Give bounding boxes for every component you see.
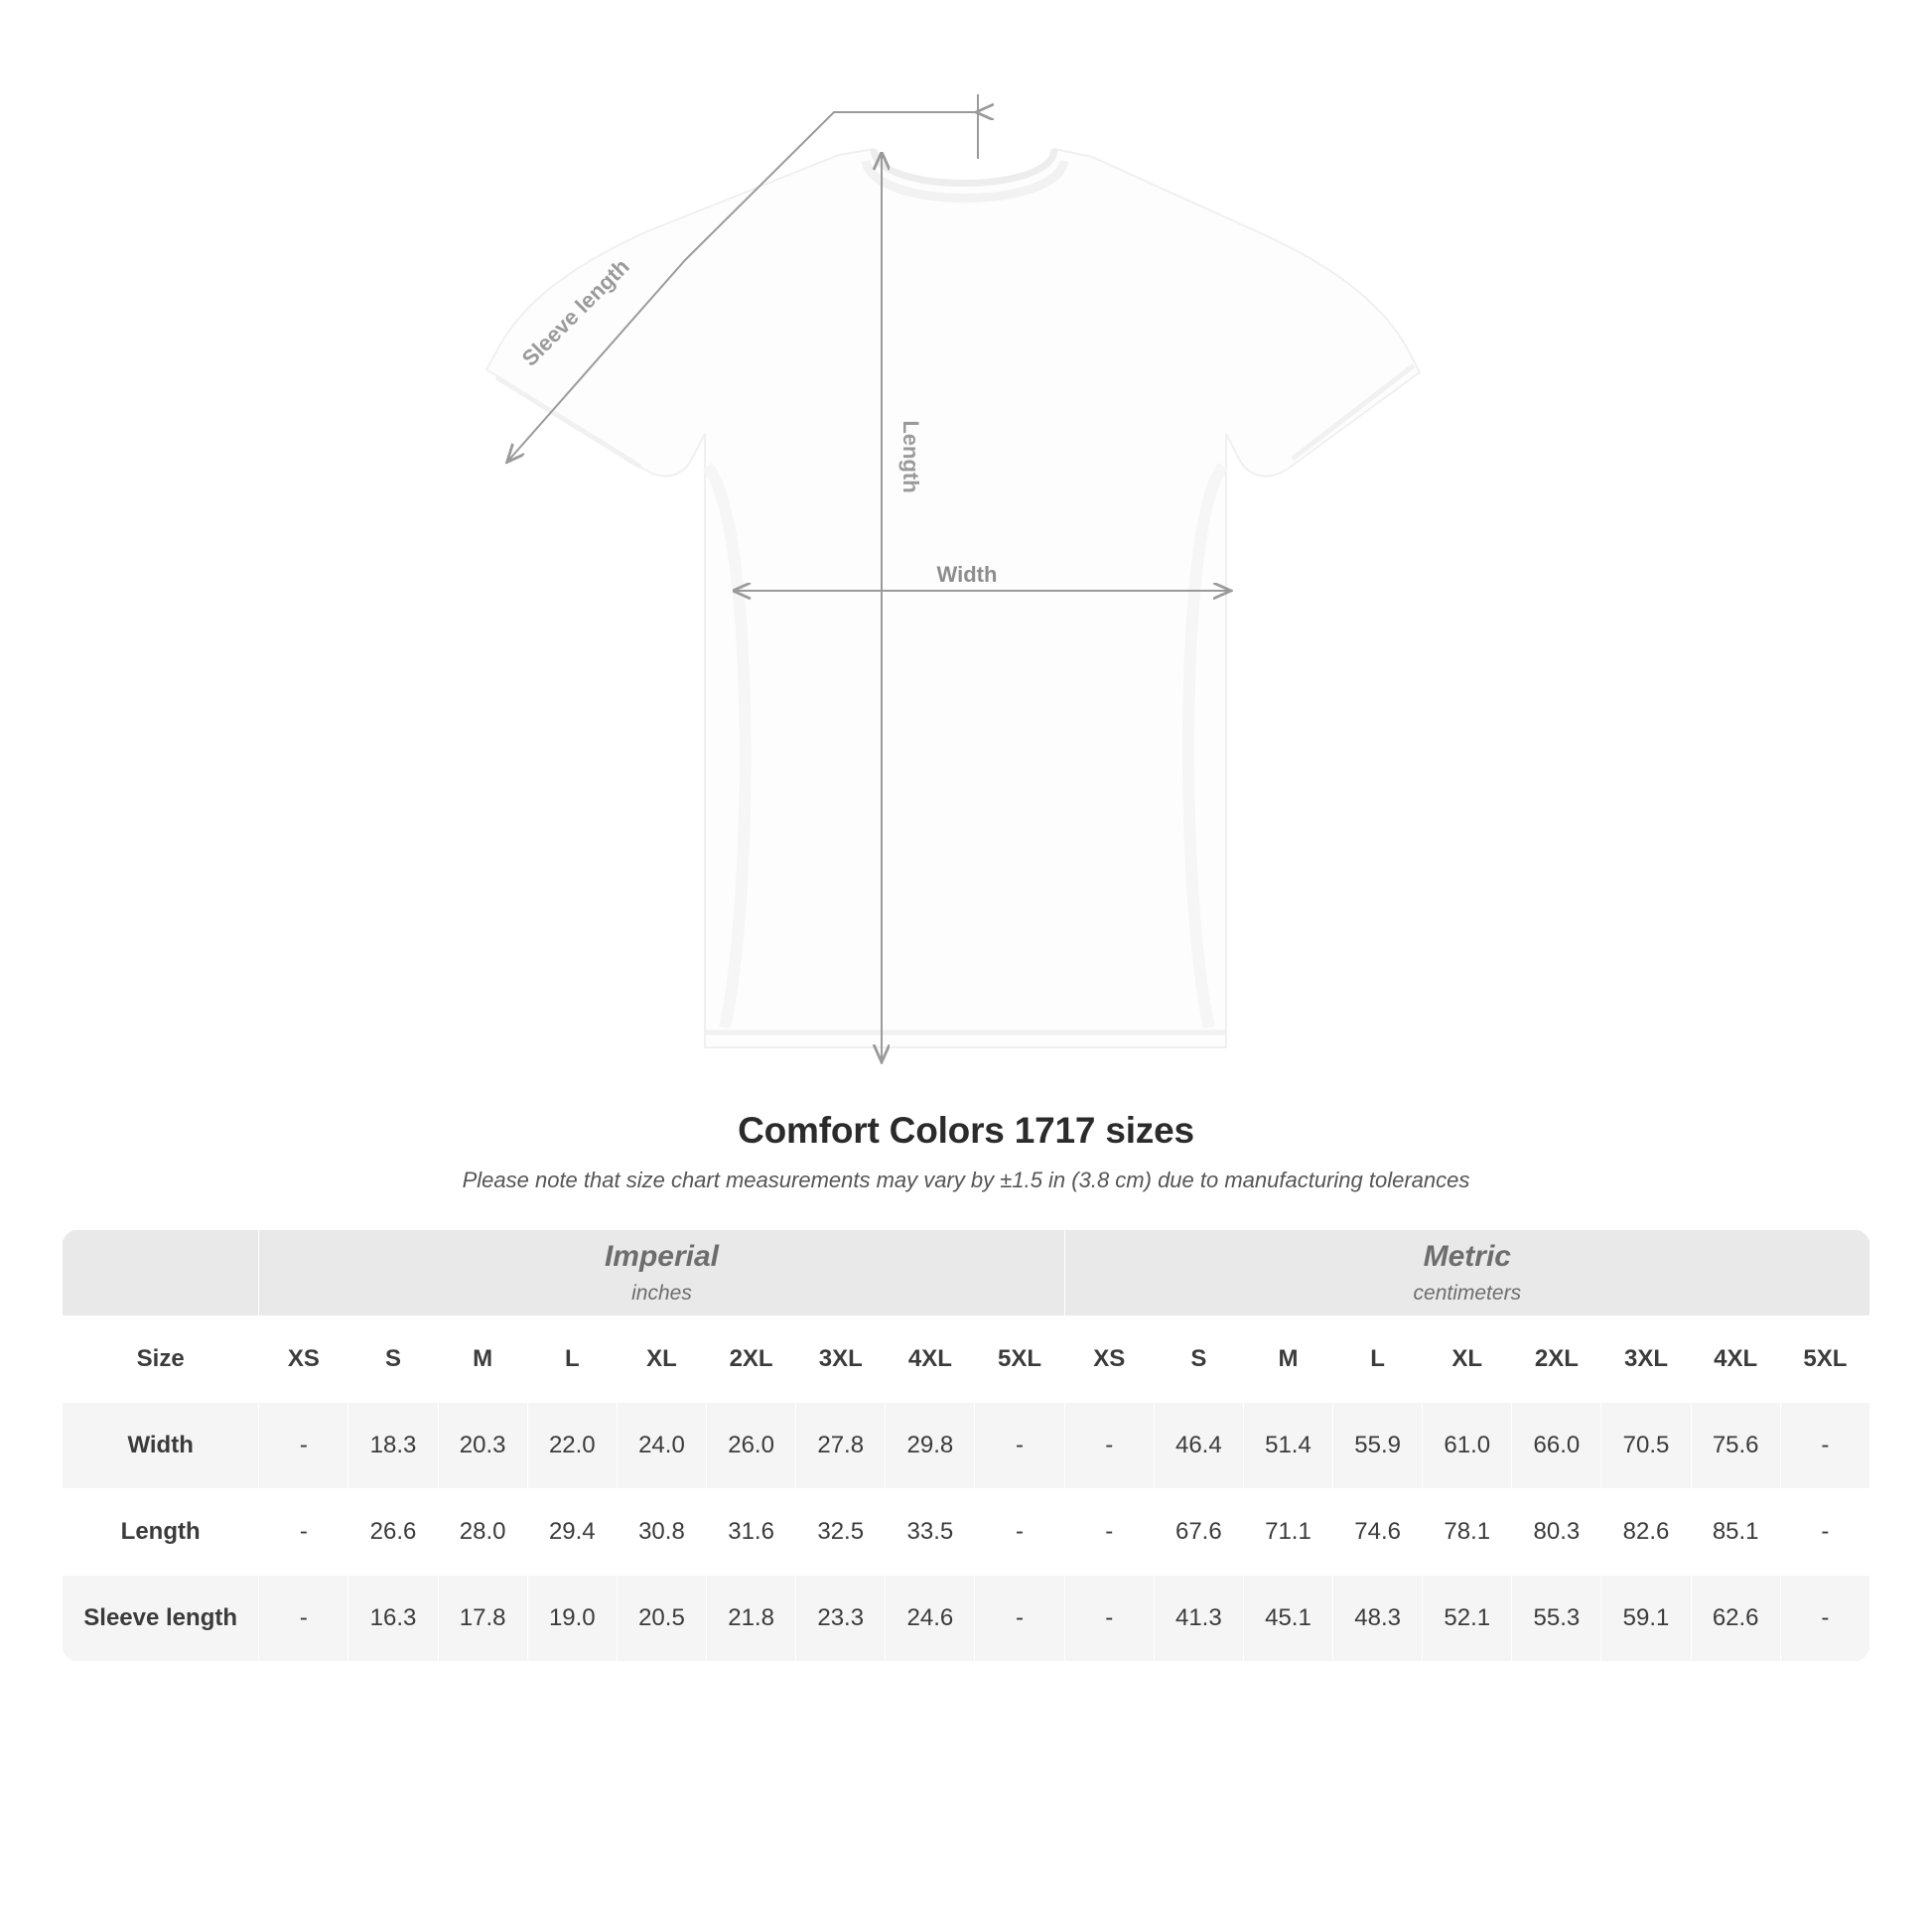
cell-width-imperial-xl: 24.0: [617, 1403, 706, 1489]
table-row: [63, 1489, 1870, 1576]
size-header-imperial-l: L: [527, 1316, 617, 1403]
cell-width-metric-xs: -: [1064, 1403, 1154, 1489]
cell-width-imperial-3xl: 27.8: [796, 1403, 886, 1489]
table-corner: [63, 1230, 259, 1316]
size-header-imperial-s: S: [348, 1316, 438, 1403]
width-label: Width: [936, 562, 998, 587]
size-header-metric-5xl: 5XL: [1780, 1316, 1869, 1403]
row-label-sleeve-length: Sleeve length: [63, 1576, 259, 1662]
unit-group-metric-sub: centimeters: [1413, 1282, 1522, 1305]
cell-sleeve-imperial-xl: 20.5: [617, 1576, 706, 1662]
row-label-width: Width: [63, 1403, 259, 1489]
cell-length-metric-s: 67.6: [1154, 1489, 1243, 1576]
unit-group-metric-name: Metric: [1423, 1240, 1511, 1273]
cell-length-imperial-l: 29.4: [527, 1489, 617, 1576]
cell-sleeve-metric-xl: 52.1: [1423, 1576, 1512, 1662]
size-table-wrapper: [62, 1229, 1870, 1662]
cell-length-imperial-5xl: -: [975, 1489, 1064, 1576]
cell-width-imperial-m: 20.3: [438, 1403, 527, 1489]
cell-sleeve-imperial-3xl: 23.3: [796, 1576, 886, 1662]
cell-width-metric-4xl: 75.6: [1691, 1403, 1780, 1489]
cell-length-metric-4xl: 85.1: [1691, 1489, 1780, 1576]
unit-group-metric: [1064, 1230, 1869, 1316]
cell-sleeve-imperial-m: 17.8: [438, 1576, 527, 1662]
cell-sleeve-imperial-5xl: -: [975, 1576, 1064, 1662]
size-table: [62, 1229, 1870, 1662]
cell-width-imperial-5xl: -: [975, 1403, 1064, 1489]
cell-width-metric-s: 46.4: [1154, 1403, 1243, 1489]
unit-header-row: [63, 1230, 1870, 1316]
cell-width-imperial-s: 18.3: [348, 1403, 438, 1489]
cell-sleeve-imperial-4xl: 24.6: [886, 1576, 975, 1662]
cell-sleeve-imperial-l: 19.0: [527, 1576, 617, 1662]
cell-sleeve-metric-xs: -: [1064, 1576, 1154, 1662]
title-block: [0, 1110, 1932, 1193]
length-label: Length: [898, 420, 923, 493]
table-row: [63, 1576, 1870, 1662]
size-header-metric-xs: XS: [1064, 1316, 1154, 1403]
cell-sleeve-imperial-2xl: 21.8: [707, 1576, 796, 1662]
cell-length-metric-3xl: 82.6: [1601, 1489, 1691, 1576]
cell-length-imperial-2xl: 31.6: [707, 1489, 796, 1576]
cell-sleeve-imperial-s: 16.3: [348, 1576, 438, 1662]
cell-length-imperial-s: 26.6: [348, 1489, 438, 1576]
cell-sleeve-metric-s: 41.3: [1154, 1576, 1243, 1662]
cell-length-imperial-4xl: 33.5: [886, 1489, 975, 1576]
unit-group-imperial: [259, 1230, 1064, 1316]
size-header-metric-l: L: [1333, 1316, 1423, 1403]
size-header-label: Size: [63, 1316, 259, 1403]
cell-length-imperial-m: 28.0: [438, 1489, 527, 1576]
cell-width-imperial-4xl: 29.8: [886, 1403, 975, 1489]
size-header-imperial-m: M: [438, 1316, 527, 1403]
sleeve-length-label: Sleeve length: [516, 253, 634, 371]
cell-sleeve-imperial-xs: -: [259, 1576, 348, 1662]
cell-width-metric-3xl: 70.5: [1601, 1403, 1691, 1489]
cell-width-imperial-2xl: 26.0: [707, 1403, 796, 1489]
cell-width-metric-xl: 61.0: [1423, 1403, 1512, 1489]
cell-width-metric-m: 51.4: [1243, 1403, 1332, 1489]
size-header-imperial-3xl: 3XL: [796, 1316, 886, 1403]
size-header-imperial-4xl: 4XL: [886, 1316, 975, 1403]
cell-sleeve-metric-5xl: -: [1780, 1576, 1869, 1662]
cell-width-imperial-l: 22.0: [527, 1403, 617, 1489]
size-header-imperial-xs: XS: [259, 1316, 348, 1403]
cell-length-imperial-3xl: 32.5: [796, 1489, 886, 1576]
tolerance-note: Please note that size chart measurements may vary by ±1.5 in (3.8 cm) due to manufacturing tolerances: [462, 1168, 1470, 1192]
cell-length-metric-m: 71.1: [1243, 1489, 1332, 1576]
cell-sleeve-metric-3xl: 59.1: [1601, 1576, 1691, 1662]
unit-group-imperial-name: Imperial: [604, 1240, 719, 1273]
size-header-metric-2xl: 2XL: [1512, 1316, 1601, 1403]
size-header-imperial-2xl: 2XL: [707, 1316, 796, 1403]
cell-length-metric-xs: -: [1064, 1489, 1154, 1576]
tshirt-shape: [486, 149, 1420, 1047]
cell-width-metric-5xl: -: [1780, 1403, 1869, 1489]
size-header-metric-s: S: [1154, 1316, 1243, 1403]
cell-length-metric-5xl: -: [1780, 1489, 1869, 1576]
cell-width-imperial-xs: -: [259, 1403, 348, 1489]
size-header-metric-xl: XL: [1423, 1316, 1512, 1403]
cell-length-imperial-xs: -: [259, 1489, 348, 1576]
page-title: Comfort Colors 1717 sizes: [738, 1110, 1194, 1151]
size-header-row: [63, 1316, 1870, 1403]
table-row: [63, 1403, 1870, 1489]
unit-group-imperial-sub: inches: [631, 1282, 692, 1305]
cell-width-metric-l: 55.9: [1333, 1403, 1423, 1489]
cell-width-metric-2xl: 66.0: [1512, 1403, 1601, 1489]
cell-sleeve-metric-m: 45.1: [1243, 1576, 1332, 1662]
cell-length-metric-xl: 78.1: [1423, 1489, 1512, 1576]
size-header-metric-m: M: [1243, 1316, 1332, 1403]
cell-length-metric-l: 74.6: [1333, 1489, 1423, 1576]
size-header-metric-3xl: 3XL: [1601, 1316, 1691, 1403]
cell-length-imperial-xl: 30.8: [617, 1489, 706, 1576]
size-header-imperial-5xl: 5XL: [975, 1316, 1064, 1403]
row-label-length: Length: [63, 1489, 259, 1576]
cell-length-metric-2xl: 80.3: [1512, 1489, 1601, 1576]
size-header-imperial-xl: XL: [617, 1316, 706, 1403]
cell-sleeve-metric-l: 48.3: [1333, 1576, 1423, 1662]
cell-sleeve-metric-4xl: 62.6: [1691, 1576, 1780, 1662]
cell-sleeve-metric-2xl: 55.3: [1512, 1576, 1601, 1662]
size-header-metric-4xl: 4XL: [1691, 1316, 1780, 1403]
